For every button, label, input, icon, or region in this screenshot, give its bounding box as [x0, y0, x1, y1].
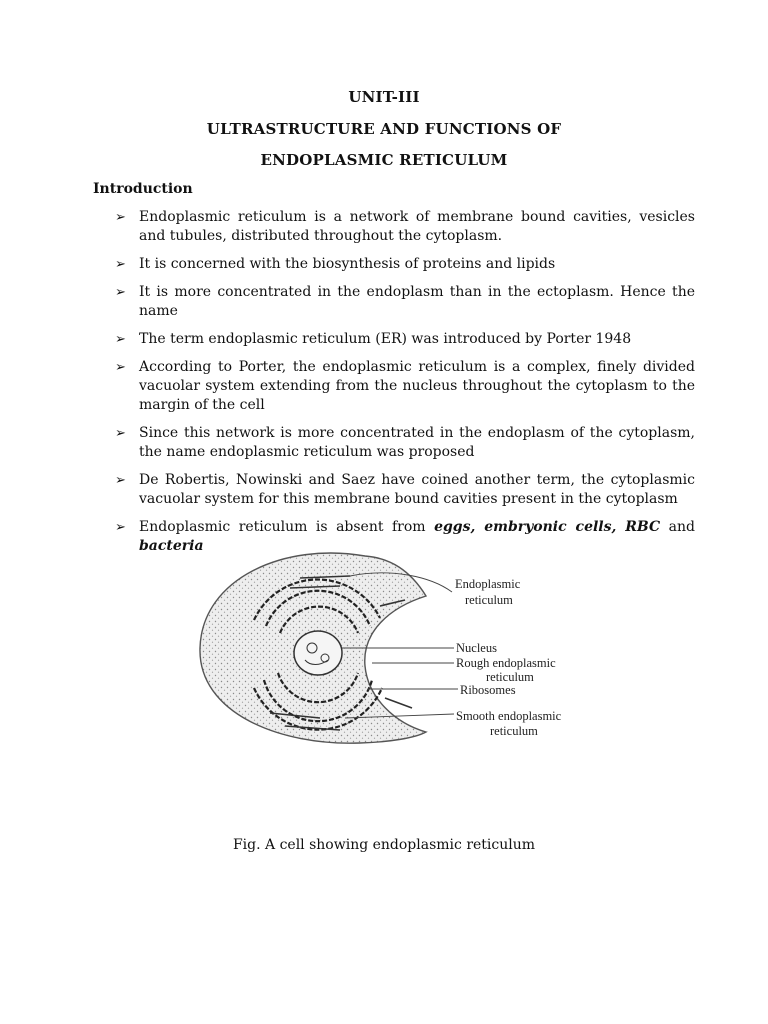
- section-heading-introduction: Introduction: [93, 181, 193, 197]
- bullet-text: The term endoplasmic reticulum (ER) was introduced by Porter 1948: [139, 331, 632, 347]
- nucleus-shape: [294, 631, 342, 675]
- label-er-line1: Endoplasmic: [455, 577, 521, 591]
- bullet-text: Endoplasmic reticulum is a network of membrane bound cavities, vesicles and tubules, distributed throughout the cytoplasm.: [139, 209, 695, 244]
- title-line-2: ENDOPLASMIC RETICULUM: [260, 151, 508, 169]
- bullet-text: De Robertis, Nowinski and Saez have coined another term, the cytoplasmic vacuolar system for this membrane bound cavities present in the cytoplasm: [139, 472, 695, 507]
- bullet-arrow-icon: ➢: [115, 210, 126, 225]
- unit-heading: UNIT-III: [348, 88, 420, 106]
- introduction-bullet-list: [115, 208, 695, 565]
- bullet-item: [115, 255, 695, 274]
- bullet-item: [115, 471, 695, 509]
- bullet-text: It is concerned with the biosynthesis of proteins and lipids: [139, 256, 556, 272]
- label-nucleus: Nucleus: [456, 641, 497, 655]
- title-line-1: ULTRASTRUCTURE AND FUNCTIONS OF: [206, 120, 562, 138]
- label-smooth-line1: Smooth endoplasmic: [456, 709, 562, 723]
- bullet-text-prefix: Endoplasmic reticulum is absent from: [139, 519, 435, 535]
- bullet-arrow-icon: ➢: [115, 257, 126, 272]
- bullet-item: [115, 358, 695, 415]
- bullet-arrow-icon: ➢: [115, 520, 126, 535]
- label-ribosomes: Ribosomes: [460, 683, 516, 697]
- label-er-line2: reticulum: [465, 593, 513, 607]
- bullet-emphasis-cells: eggs, embryonic cells, RBC: [434, 519, 661, 535]
- label-rough-line1: Rough endoplasmic: [456, 656, 556, 670]
- bullet-arrow-icon: ➢: [115, 426, 126, 441]
- bullet-item: [115, 283, 695, 321]
- bullet-text-middle: and: [660, 519, 695, 535]
- bullet-item: [115, 208, 695, 246]
- bullet-text: According to Porter, the endoplasmic reticulum is a complex, finely divided vacuolar system extending from the nucleus throughout the cytoplasm to the margin of the cell: [139, 359, 695, 413]
- bullet-arrow-icon: ➢: [115, 332, 126, 347]
- bullet-arrow-icon: ➢: [115, 360, 126, 375]
- bullet-text: It is more concentrated in the endoplasm than in the ectoplasm. Hence the name: [139, 284, 695, 319]
- cell-er-diagram: [190, 548, 610, 748]
- bullet-item: [115, 424, 695, 462]
- bullet-arrow-icon: ➢: [115, 285, 126, 300]
- bullet-emphasis-bacteria: bacteria: [139, 538, 204, 554]
- figure-caption: Fig. A cell showing endoplasmic reticulum: [232, 837, 536, 853]
- label-smooth-line2: reticulum: [490, 724, 538, 738]
- bullet-arrow-icon: ➢: [115, 473, 126, 488]
- bullet-text: Since this network is more concentrated in the endoplasm of the cytoplasm, the name endoplasmic reticulum was proposed: [139, 425, 695, 460]
- label-rough-line2: reticulum: [486, 670, 534, 684]
- bullet-item: [115, 330, 695, 349]
